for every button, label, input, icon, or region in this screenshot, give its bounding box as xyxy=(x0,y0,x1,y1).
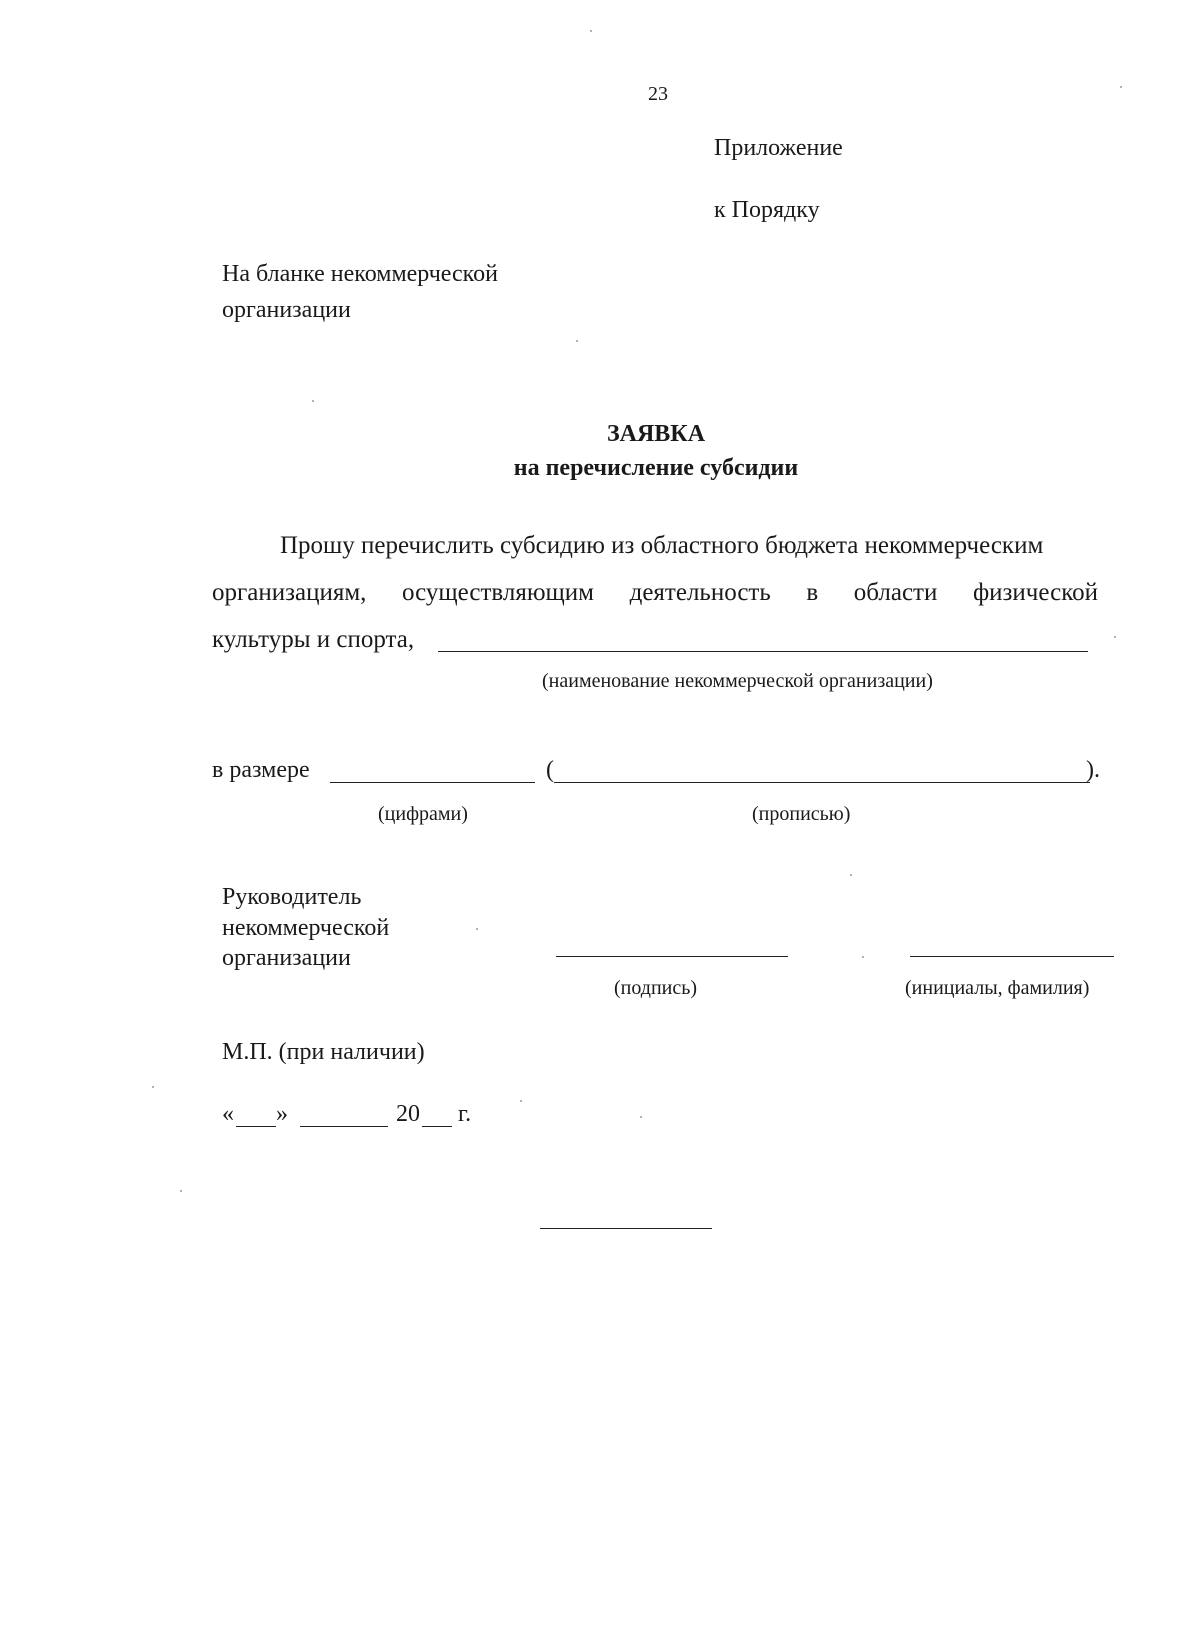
body-word: деятельность xyxy=(629,579,771,606)
date-close-quote: » xyxy=(276,1101,288,1127)
signatory-role-line2: некоммерческой xyxy=(222,915,390,941)
scan-speck xyxy=(850,874,852,876)
appendix-reference: к Порядку xyxy=(714,197,820,223)
amount-open-paren: ( xyxy=(546,757,554,783)
signatory-role-line1: Руководитель xyxy=(222,884,362,910)
page-number: 23 xyxy=(648,83,668,105)
org-name-caption: (наименование некоммерческой организации) xyxy=(542,670,933,692)
amount-digits-blank[interactable] xyxy=(330,782,535,783)
scan-speck xyxy=(152,1086,154,1088)
date-month-blank[interactable] xyxy=(300,1126,388,1127)
letterhead-note-line2: организации xyxy=(222,297,351,323)
body-line-2 xyxy=(212,580,1098,605)
scan-speck xyxy=(862,956,864,958)
date-year-prefix: 20 xyxy=(396,1101,420,1127)
end-separator-line xyxy=(540,1228,712,1229)
date-open-quote: « xyxy=(222,1101,234,1127)
scan-speck xyxy=(1114,636,1116,638)
amount-prefix: в размере xyxy=(212,757,310,783)
body-word: в xyxy=(806,579,819,606)
scan-speck xyxy=(476,928,478,930)
body-word: осуществляющим xyxy=(402,579,594,606)
signatory-role-line3: организации xyxy=(222,945,351,971)
name-blank[interactable] xyxy=(910,956,1114,957)
amount-words-caption: (прописью) xyxy=(752,803,851,825)
letterhead-note-line1: На бланке некоммерческой xyxy=(222,261,498,287)
amount-digits-caption: (цифрами) xyxy=(378,803,468,825)
scan-speck xyxy=(312,400,314,402)
amount-words-blank[interactable] xyxy=(554,782,1090,783)
scan-speck xyxy=(590,30,592,32)
date-year-blank[interactable] xyxy=(422,1126,452,1127)
document-subtitle: на перечисление субсидии xyxy=(513,455,799,481)
name-caption: (инициалы, фамилия) xyxy=(905,977,1090,999)
date-day-blank[interactable] xyxy=(236,1126,276,1127)
signature-caption: (подпись) xyxy=(614,977,698,999)
scan-speck xyxy=(520,1100,522,1102)
body-word: области xyxy=(853,579,938,606)
body-line-1: Прошу перечислить субсидию из областного бюджета некоммерческим xyxy=(280,532,1044,559)
amount-close-paren: ). xyxy=(1086,757,1100,783)
scan-speck xyxy=(576,340,578,342)
scan-speck xyxy=(1120,86,1122,88)
body-word: физической xyxy=(972,579,1098,606)
org-name-blank[interactable] xyxy=(438,651,1088,652)
scan-speck xyxy=(640,1116,642,1118)
signature-blank[interactable] xyxy=(556,956,788,957)
document-title: ЗАЯВКА xyxy=(606,421,706,447)
stamp-note: М.П. (при наличии) xyxy=(222,1039,425,1065)
body-word: организациям, xyxy=(212,579,367,606)
scan-speck xyxy=(180,1190,182,1192)
body-line-3-prefix: культуры и спорта, xyxy=(212,626,415,653)
date-year-suffix: г. xyxy=(458,1101,472,1127)
appendix-title: Приложение xyxy=(714,135,843,161)
